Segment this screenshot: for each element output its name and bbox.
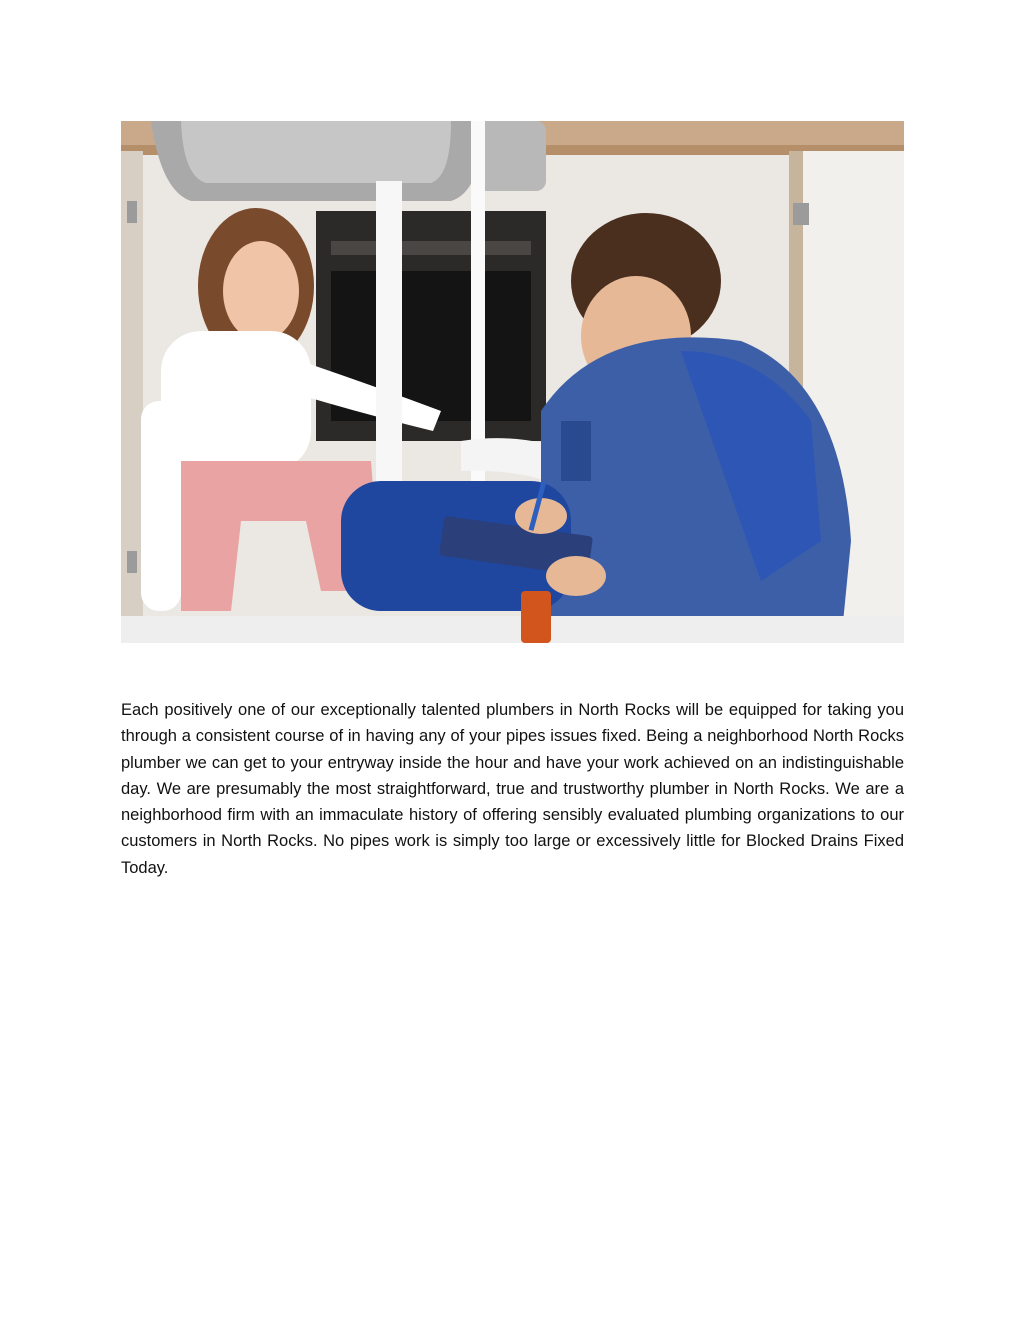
plumber-under-sink-icon xyxy=(121,121,904,643)
body-paragraph: Each positively one of our exceptionally talented plumbers in North Rocks will be equipped for taking you through a consistent course of in having any of your pipes issues fixed. Being a neighborhood North Rocks plumber we can get to your entryway inside the hour and have your work achieved on an indistinguishable day. We are presumably the most straightforward, true and trustworthy plumber in North Rocks. We are a neighborhood firm with an immaculate history of offering sensibly evaluated plumbing organizations to our customers in North Rocks. No pipes work is simply too large or excessively little for Blocked Drains Fixed Today. xyxy=(121,701,904,877)
plumber-photo xyxy=(121,121,904,643)
